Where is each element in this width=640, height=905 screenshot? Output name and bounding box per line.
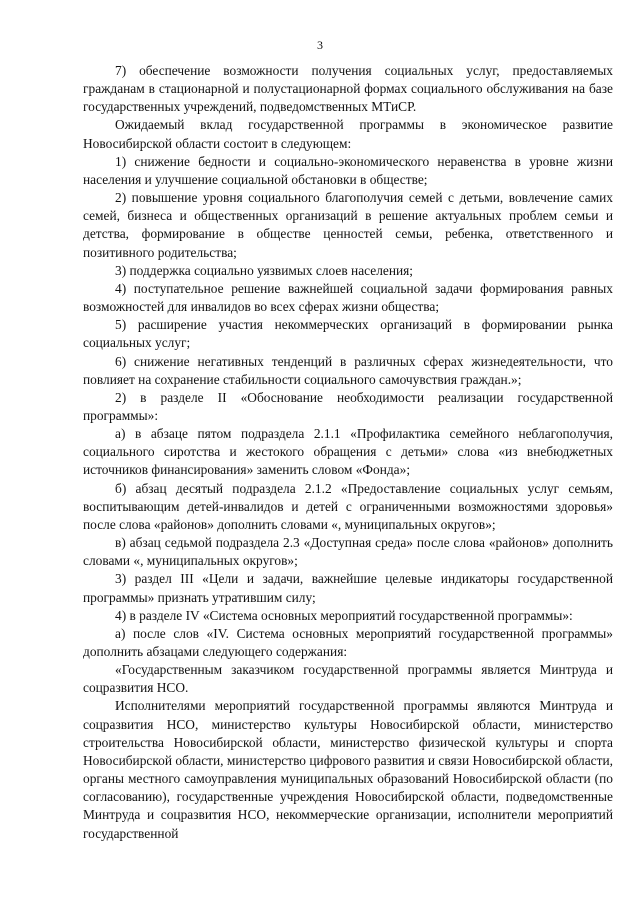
paragraph-contribution-1: 1) снижение бедности и социально-экономического неравенства в уровне жизни населения и улучшение социальной обстановки в обществе;	[83, 153, 613, 187]
paragraph-contribution-6: 6) снижение негативных тенденций в различных сферах жизнедеятельности, что повлияет на сохранение стабильности социального самочувствия граждан.»;	[83, 353, 613, 387]
paragraph-amendment-2: 2) в разделе II «Обоснование необходимости реализации государственной программы»:	[83, 389, 613, 423]
paragraph-amendment-2v: в) абзац седьмой подраздела 2.3 «Доступная среда» после слова «районов» дополнить словами «, муниципальных округов»;	[83, 535, 613, 569]
paragraph-amendment-2b: б) абзац десятый подраздела 2.1.2 «Предоставление социальных услуг семьям, воспитывающим детей-инвалидов и детей с ограниченными возможностями здоровья» после слова «районов» дополнить словами «, муниципальных округов»;	[83, 480, 613, 532]
paragraph-contribution-2: 2) повышение уровня социального благополучия семей с детьми, вовлечение самих семей, бизнеса и общественных организаций в решение актуальных проблем семьи и детства, формирование в обществе ценностей семьи, ребенка, ответственного и позитивного родительства;	[83, 190, 613, 260]
paragraph-expected-contribution: Ожидаемый вклад государственной программы в экономическое развитие Новосибирской области состоит в следующем:	[83, 117, 613, 151]
paragraph-amendment-2a: а) в абзаце пятом подраздела 2.1.1 «Профилактика семейного неблагополучия, социального сиротства и жестокого обращения с детьми» слова «из внебюджетных источников финансирования» заменить словом «Фонда»;	[83, 426, 613, 478]
paragraph-contribution-3: 3) поддержка социально уязвимых слоев населения;	[115, 262, 414, 278]
paragraph-state-customer: «Государственным заказчиком государственной программы является Минтруда и соцразвития НСО.	[83, 662, 613, 696]
paragraph-amendment-4a: а) после слов «IV. Система основных мероприятий государственной программы» дополнить абзацами следующего содержания:	[83, 625, 613, 659]
paragraph-amendment-3: 3) раздел III «Цели и задачи, важнейшие целевые индикаторы государственной программы» признать утратившим силу;	[83, 571, 613, 605]
paragraph-amendment-4: 4) в разделе IV «Система основных мероприятий государственной программы»:	[115, 607, 573, 623]
document-body	[83, 62, 613, 843]
paragraph-executors: Исполнителями мероприятий государственной программы являются Минтруда и соцразвития НСО, министерство культуры Новосибирской области, министерство строительства Новосибирской области, министерство физической культуры и спорта Новосибирской области, министерство цифрового развития и связи Новосибирской области, органы местного самоуправления муниципальных образований Новосибирской области (по согласованию), государственные учреждения Новосибирской области, подведомственные Минтруда и соцразвития НСО, некоммерческие организации, исполнители мероприятий государственной	[83, 698, 613, 841]
paragraph-item-7: 7) обеспечение возможности получения социальных услуг, предоставляемых гражданам в стационарной и полустационарной формах социального обслуживания на базе государственных учреждений, подведомственных МТиСР.	[83, 63, 613, 115]
paragraph-contribution-4: 4) поступательное решение важнейшей социальной задачи формирования равных возможностей для инвалидов во всех сферах жизни общества;	[83, 280, 613, 315]
page-number: 3	[317, 38, 323, 52]
paragraph-contribution-5: 5) расширение участия некоммерческих организаций в формировании рынка социальных услуг;	[83, 317, 613, 351]
